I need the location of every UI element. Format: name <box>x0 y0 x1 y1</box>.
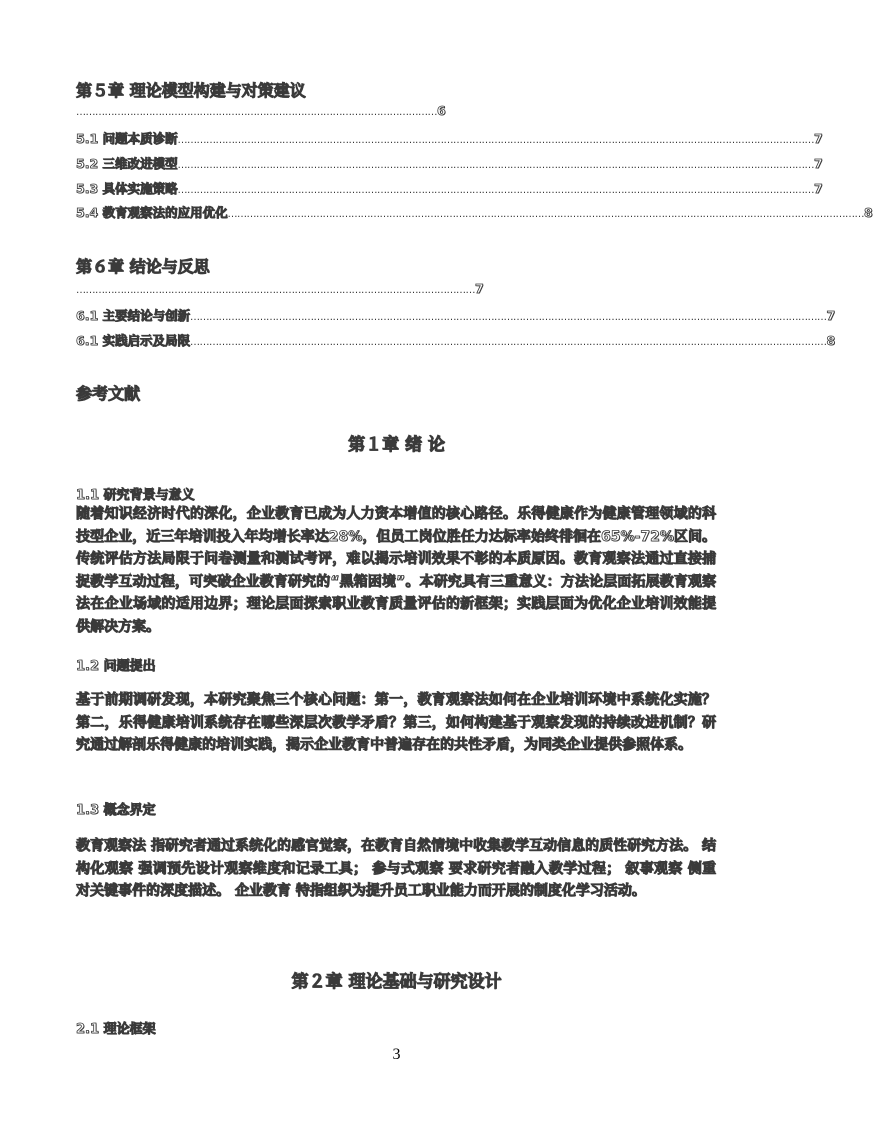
toc-item-page: 7 <box>814 156 823 171</box>
toc-item-leader: ………………………………………………………………………………………………………………………………………………………………………………… <box>190 337 827 348</box>
toc-chapter-6-leader <box>76 281 483 296</box>
toc-item-label: 6.1 实践启示及局限 <box>76 333 190 348</box>
page-number: 3 <box>392 1046 401 1063</box>
toc-item-page: 8 <box>864 205 873 220</box>
chapter-2-title: 第２章 理论基础与研究设计 <box>291 972 502 992</box>
section-1-3-heading: 1.3 概念界定 <box>76 803 156 818</box>
section-1-1-heading: 1.1 研究背景与意义 <box>76 488 195 503</box>
toc-chapter-5-dots: …………………………………………………………………………………………………… <box>76 107 437 118</box>
section-1-2-heading: 1.2 问题提出 <box>76 659 156 674</box>
toc-item-6-2[interactable] <box>76 331 836 349</box>
toc-item-page: 7 <box>826 308 836 323</box>
toc-references[interactable]: 参考文献 <box>76 384 141 403</box>
toc-item-leader: ………………………………………………………………………………………………………………………………………………………………………………… <box>177 135 814 146</box>
toc-chapter-6-page: 7 <box>475 281 484 296</box>
toc-item-label: 5.4 教育观察法的应用优化 <box>76 205 228 220</box>
toc-item-label: 6.1 主要结论与创新 <box>76 308 190 323</box>
toc-item-5-1[interactable] <box>76 129 823 147</box>
toc-item-label: 5.3 具体实施策略 <box>76 181 178 196</box>
toc-item-label: 5.2 三维改进模型 <box>76 156 178 171</box>
toc-item-leader: ………………………………………………………………………………………………………………………………………………………………………………… <box>177 160 814 171</box>
section-2-1-heading: 2.1 理论框架 <box>76 1022 156 1037</box>
section-1-3-paragraph: 教育观察法 指研究者通过系统化的感官觉察，在教育自然情境中收集教学互动信息的质性研究方法。 结构化观察 强调预先设计观察维度和记录工具； 参与式观察 要求研究者融入教学过程； 叙事观察 侧重对关键事件的深度描述。 企业教育 特指组织为提升员工职业能力而开展的制度化学习活动。 <box>76 838 716 900</box>
toc-item-5-4[interactable] <box>76 203 873 221</box>
toc-item-leader: ………………………………………………………………………………………………………………………………………………………………………………… <box>227 209 864 220</box>
toc-chapter-5-leader <box>76 103 445 118</box>
toc-item-page: 8 <box>826 333 836 348</box>
toc-item-page: 7 <box>814 131 823 146</box>
section-1-1-paragraph: 随着知识经济时代的深化，企业教育已成为人力资本增值的核心路径。乐得健康作为健康管理领域的科技型企业，近三年培训投入年均增长率达28%，但员工岗位胜任力达标率始终徘徊在65%-72%区间。传统评估方法局限于问卷测量和测试考评，难以揭示培训效果不彰的本质原因。教育观察法通过直接捕捉教学互动过程，可突破企业教育研究的“黑箱困境”。本研究具有三重意义：方法论层面拓展教育观察法在企业场域的适用边界；理论层面探索职业教育质量评估的新框架；实践层面为优化企业培训效能提供解决方案。 <box>76 506 716 635</box>
toc-chapter-5-page: 6 <box>437 103 446 118</box>
toc-item-leader: ………………………………………………………………………………………………………………………………………………………………………………… <box>190 312 827 323</box>
toc-item-5-3[interactable] <box>76 179 823 197</box>
toc-item-label: 5.1 问题本质诊断 <box>76 131 178 146</box>
toc-chapter-6-title: 第６章 结论与反思 <box>76 257 210 276</box>
toc-item-leader: ………………………………………………………………………………………………………………………………………………………………………………… <box>177 185 814 196</box>
toc-chapter-6-dots: ……………………………………………………………………………………………………………… <box>76 285 475 296</box>
chapter-1-title: 第１章 绪 论 <box>348 435 445 455</box>
toc-item-page: 7 <box>814 181 823 196</box>
toc-item-5-2[interactable] <box>76 154 823 172</box>
toc-item-6-1[interactable] <box>76 306 836 324</box>
section-1-2-paragraph: 基于前期调研发现，本研究聚焦三个核心问题：第一，教育观察法如何在企业培训环境中系统化实施？第二，乐得健康培训系统存在哪些深层次教学矛盾？第三，如何构建基于观察发现的持续改进机制？研究通过解剖乐得健康的培训实践，揭示企业教育中普遍存在的共性矛盾，为同类企业提供参照体系。 <box>76 692 716 754</box>
toc-chapter-5-title: 第５章 理论模型构建与对策建议 <box>76 81 306 100</box>
